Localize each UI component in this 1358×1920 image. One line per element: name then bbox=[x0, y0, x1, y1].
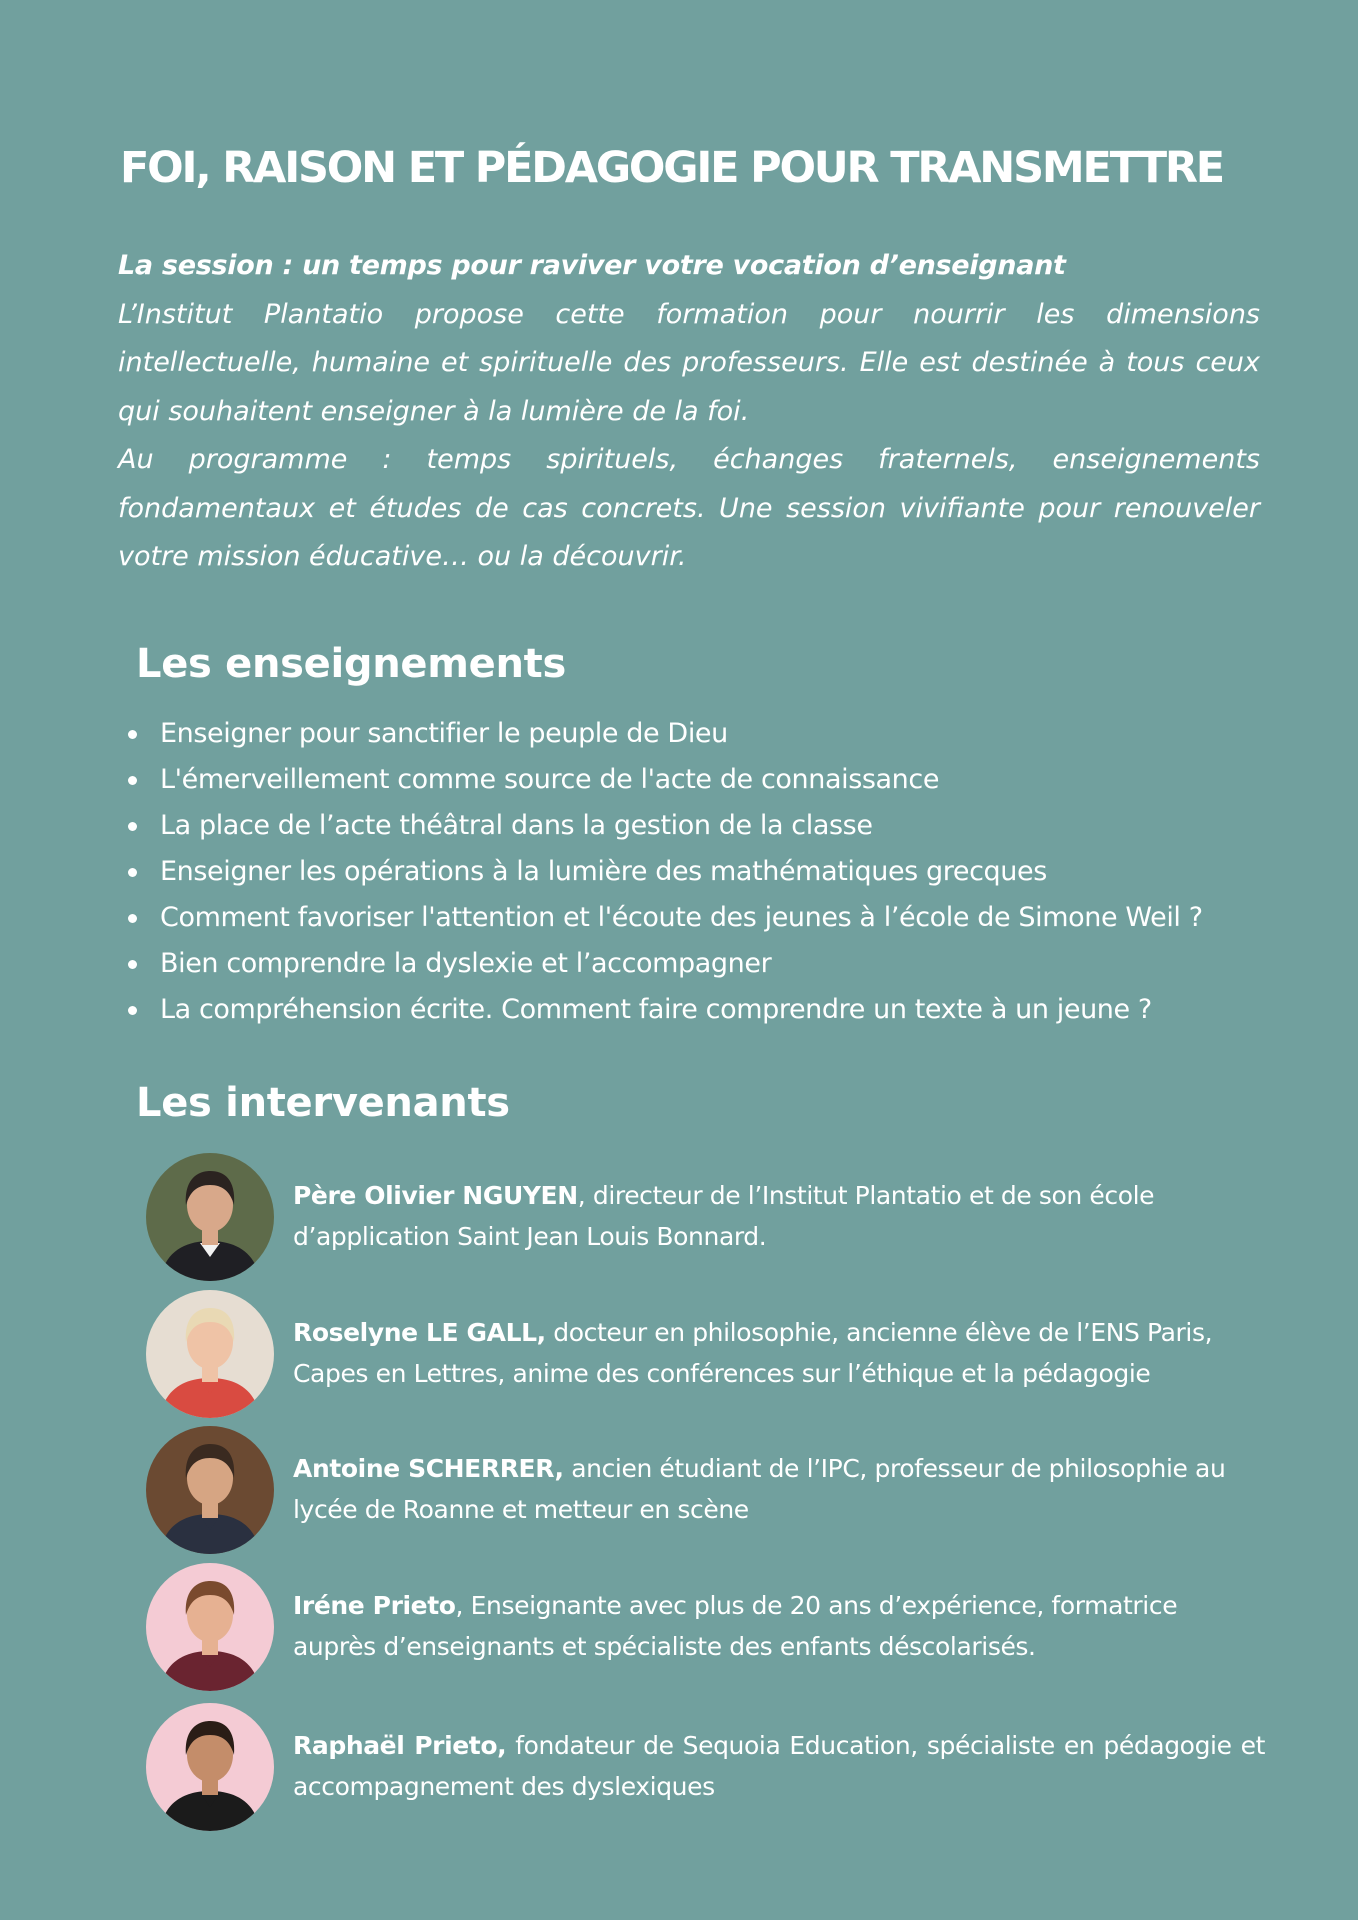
avatar bbox=[146, 1426, 274, 1554]
bullet-icon bbox=[128, 822, 137, 831]
speaker-bio bbox=[293, 1448, 1265, 1530]
portrait-photo bbox=[146, 1153, 274, 1281]
speaker-description: , directeur de l’Institut Plantatio et de son école d’application Saint Jean Louis Bonnard. bbox=[293, 1181, 1155, 1251]
speaker-name: Raphaël Prieto, bbox=[293, 1731, 507, 1760]
speaker-bio bbox=[293, 1725, 1265, 1807]
speaker-description: , Enseignante avec plus de 20 ans d’expérience, formatrice auprès d’enseignants et spécialiste des enfants déscolarisés. bbox=[293, 1591, 1178, 1661]
teaching-text: La compréhension écrite. Comment faire comprendre un texte à un jeune ? bbox=[160, 994, 1152, 1025]
intro-paragraph-2: Au programme : temps spirituels, échanges fraternels, enseignements fondamentaux et études de cas concrets. Une session vivifiante pour renouveler votre mission éducative… ou la découvrir. bbox=[118, 444, 1260, 572]
teaching-text: Comment favoriser l'attention et l'écoute des jeunes à l’école de Simone Weil ? bbox=[160, 902, 1203, 933]
list-item bbox=[128, 895, 1308, 941]
list-item bbox=[128, 941, 1308, 987]
portrait-photo bbox=[146, 1703, 274, 1831]
speaker-description: ancien étudiant de l’IPC, professeur de philosophie au lycée de Roanne et metteur en scène bbox=[293, 1454, 1226, 1524]
speaker-antoine-scherrer bbox=[146, 1426, 1271, 1554]
speaker-name: Père Olivier NGUYEN bbox=[293, 1181, 578, 1210]
speaker-roselyne-le-gall bbox=[146, 1290, 1271, 1418]
speaker-name: Roselyne LE GALL, bbox=[293, 1318, 546, 1347]
teachings-heading: Les enseignements bbox=[136, 641, 566, 687]
teachings-list bbox=[128, 711, 1308, 1033]
bullet-icon bbox=[128, 776, 137, 785]
speaker-name: Iréne Prieto bbox=[293, 1591, 456, 1620]
speaker-irene-prieto bbox=[146, 1563, 1271, 1691]
intro-block bbox=[118, 242, 1260, 582]
portrait-photo bbox=[146, 1563, 274, 1691]
list-item bbox=[128, 803, 1308, 849]
avatar bbox=[146, 1563, 274, 1691]
avatar bbox=[146, 1153, 274, 1281]
avatar bbox=[146, 1703, 274, 1831]
bullet-icon bbox=[128, 868, 137, 877]
list-item bbox=[128, 757, 1308, 803]
speaker-bio bbox=[293, 1585, 1265, 1667]
bullet-icon bbox=[128, 960, 137, 969]
portrait-photo bbox=[146, 1290, 274, 1418]
page-title: FOI, RAISON ET PÉDAGOGIE POUR TRANSMETTRE bbox=[120, 143, 1223, 193]
speakers-heading: Les intervenants bbox=[136, 1080, 510, 1126]
intro-lead: La session : un temps pour raviver votre vocation d’enseignant bbox=[118, 250, 1066, 281]
speaker-description: fondateur de Sequoia Education, spécialiste en pédagogie et accompagnement des dyslexiques bbox=[293, 1731, 1265, 1801]
bullet-icon bbox=[128, 914, 137, 923]
bullet-icon bbox=[128, 1006, 137, 1015]
speaker-bio bbox=[293, 1312, 1265, 1394]
list-item bbox=[128, 849, 1308, 895]
speaker-bio bbox=[293, 1175, 1265, 1257]
list-item bbox=[128, 711, 1308, 757]
intro-paragraph-1: L’Institut Plantatio propose cette formation pour nourrir les dimensions intellectuelle, humaine et spirituelle des professeurs. Elle est destinée à tous ceux qui souhaitent enseigner à la lumière de la foi. bbox=[118, 298, 1260, 427]
speaker-description: docteur en philosophie, ancienne élève de l’ENS Paris, Capes en Lettres, anime des conférences sur l’éthique et la pédagogie bbox=[293, 1318, 1213, 1388]
avatar bbox=[146, 1290, 274, 1418]
speaker-raphael-prieto bbox=[146, 1703, 1271, 1831]
list-item bbox=[128, 987, 1308, 1033]
teaching-text: La place de l’acte théâtral dans la gestion de la classe bbox=[160, 810, 873, 841]
teaching-text: Enseigner pour sanctifier le peuple de Dieu bbox=[160, 718, 728, 749]
teaching-text: L'émerveillement comme source de l'acte de connaissance bbox=[160, 764, 940, 795]
teaching-text: Enseigner les opérations à la lumière des mathématiques grecques bbox=[160, 856, 1047, 887]
teaching-text: Bien comprendre la dyslexie et l’accompagner bbox=[160, 948, 772, 979]
bullet-icon bbox=[128, 730, 137, 739]
portrait-photo bbox=[146, 1426, 274, 1554]
speaker-name: Antoine SCHERRER, bbox=[293, 1454, 564, 1483]
speaker-olivier-nguyen bbox=[146, 1153, 1271, 1281]
